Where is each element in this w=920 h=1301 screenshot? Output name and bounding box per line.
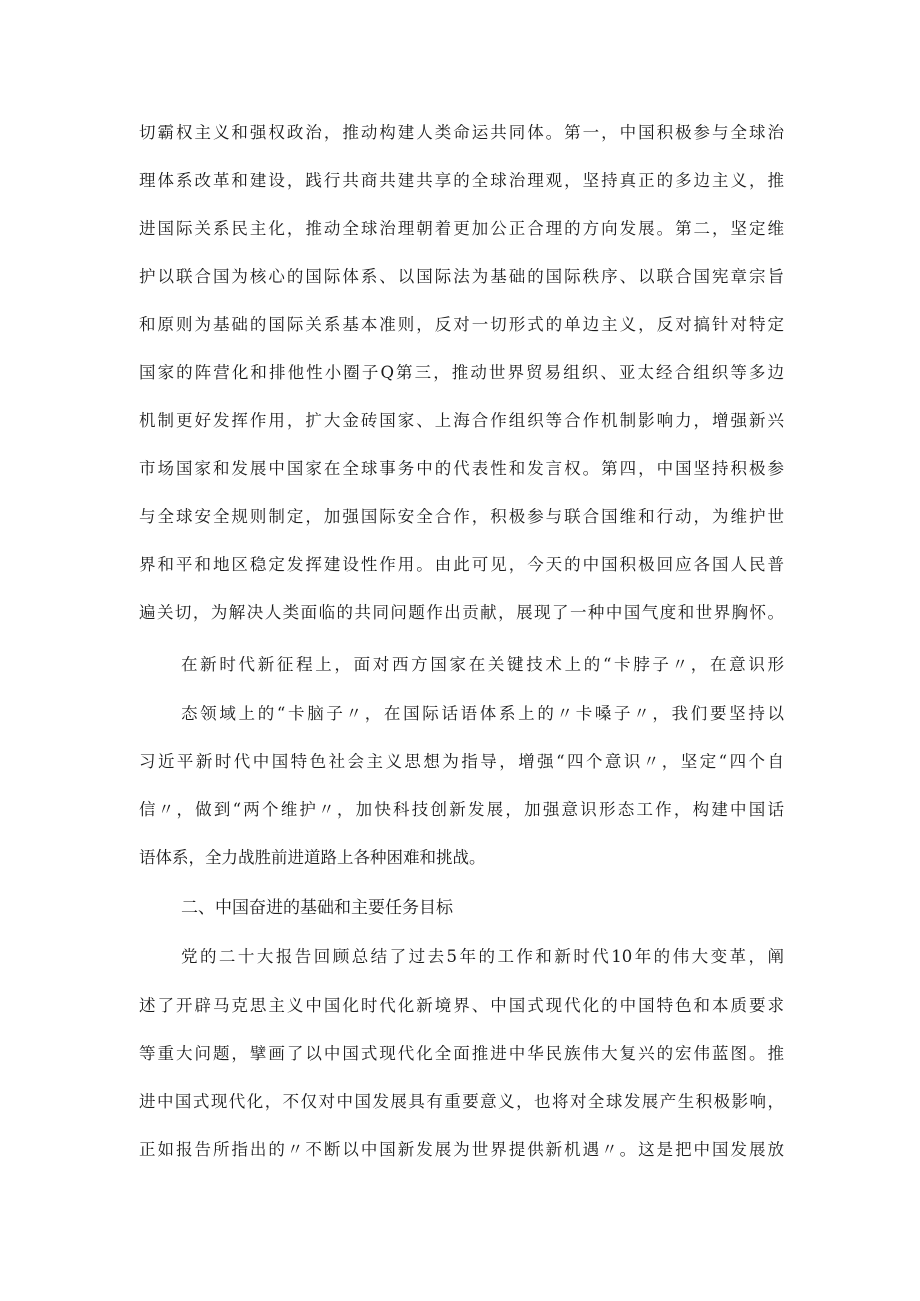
body-text-line: 切霸权主义和强权政治，推动构建人类命运共同体。第一，中国积极参与全球治 xyxy=(139,123,784,142)
paragraph-first-line: 在新时代新征程上，面对西方国家在关键技术上的“卡脖子〃，在意识形 xyxy=(181,655,784,674)
body-text-line: 理体系改革和建设，践行共商共建共享的全球治理观，坚持真正的多边主义，推 xyxy=(139,171,784,190)
body-text-line: 语体系，全力战胜前进道路上各种困难和挑战。 xyxy=(139,848,486,867)
body-text-line: 国家的阵营化和排他性小圈子Q第三，推动世界贸易组织、亚太经合组织等多边 xyxy=(139,363,784,382)
body-text-line: 述了开辟马克思主义中国化时代化新境界、中国式现代化的中国特色和本质要求 xyxy=(139,996,784,1015)
body-text-line: 等重大问题，擘画了以中国式现代化全面推进中华民族伟大复兴的宏伟蓝图。推 xyxy=(139,1044,784,1063)
body-text-line: 态领域上的“卡脑子〃，在国际话语体系上的〃卡嗓子〃，我们要坚持以 xyxy=(181,704,784,723)
body-text-line: 进国际关系民主化，推动全球治理朝着更加公正合理的方向发展。第二，坚定维 xyxy=(139,219,784,238)
body-text-line: 信〃，做到“两个维护〃，加快科技创新发展，加强意识形态工作，构建中国话 xyxy=(139,800,784,819)
body-text-line: 与全球安全规则制定，加强国际安全合作，积极参与联合国维和行动，为维护世 xyxy=(139,507,784,526)
section-heading: 二、中国奋进的基础和主要任务目标 xyxy=(181,898,453,918)
body-text-line: 正如报告所指出的〃不断以中国新发展为世界提供新机遇〃。这是把中国发展放 xyxy=(139,1140,784,1159)
body-text-line: 市场国家和发展中国家在全球事务中的代表性和发言权。第四，中国坚持积极参 xyxy=(139,459,784,478)
body-text-line: 机制更好发挥作用，扩大金砖国家、上海合作组织等合作机制影响力，增强新兴 xyxy=(139,411,784,430)
body-text-line: 习近平新时代中国特色社会主义思想为指导，增强“四个意识〃，坚定“四个自 xyxy=(139,752,784,771)
paragraph-first-line: 党的二十大报告回顾总结了过去5年的工作和新时代10年的伟大变革，阐 xyxy=(181,947,784,966)
body-text-line: 遍关切，为解决人类面临的共同问题作出贡献，展现了一种中国气度和世界胸怀。 xyxy=(139,603,784,622)
body-text-line: 和原则为基础的国际关系基本准则，反对一切形式的单边主义，反对搞针对特定 xyxy=(139,315,784,334)
body-text-line: 护以联合国为核心的国际体系、以国际法为基础的国际秩序、以联合国宪章宗旨 xyxy=(139,267,784,286)
body-text-line: 界和平和地区稳定发挥建设性作用。由此可见，今天的中国积极回应各国人民普 xyxy=(139,555,784,574)
body-text-line: 进中国式现代化，不仅对中国发展具有重要意义，也将对全球发展产生积极影响， xyxy=(139,1092,784,1111)
